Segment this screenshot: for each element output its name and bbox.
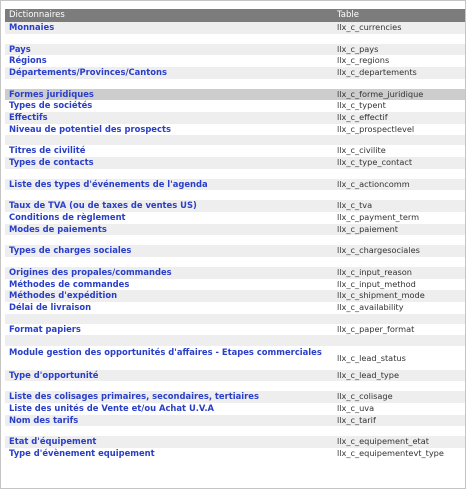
table-header [5, 9, 465, 22]
table-row [5, 279, 465, 291]
table-row [5, 100, 465, 112]
table-row [5, 22, 465, 34]
table-row [5, 200, 465, 212]
dictionary-link[interactable]: Type d'opportunité [9, 369, 99, 380]
separator-row [5, 135, 465, 145]
table-row [5, 391, 465, 403]
dictionary-link[interactable]: Régions [9, 55, 47, 66]
column-header-table: Table [337, 10, 359, 20]
dictionary-link[interactable]: Méthodes de commandes [9, 278, 130, 289]
dictionary-link[interactable]: Liste des colisages primaires, secondaires, tertiaires [9, 391, 259, 402]
table-row [5, 403, 465, 415]
table-row [5, 124, 465, 136]
dictionary-link[interactable]: Délai de livraison [9, 302, 92, 312]
separator-row [5, 381, 465, 391]
table-row [5, 415, 465, 427]
table-name: llx_c_currencies [337, 22, 402, 32]
table-name: llx_c_tarif [337, 414, 376, 425]
dictionary-link[interactable]: Pays [9, 43, 31, 54]
table-name: llx_c_lead_type [337, 369, 399, 380]
dictionary-list [5, 22, 465, 460]
dictionary-link[interactable]: Type d'évènement equipement [9, 447, 155, 458]
dictionary-link[interactable]: Effectifs [9, 111, 48, 122]
separator-row [5, 314, 465, 324]
table-row [5, 112, 465, 124]
table-row [5, 324, 465, 336]
table-name: llx_c_lead_status [337, 352, 406, 363]
table-row [5, 370, 465, 382]
table-row [5, 44, 465, 56]
table-name: llx_c_typent [337, 100, 386, 111]
table-row [5, 448, 465, 460]
table-name: llx_c_input_reason [337, 267, 412, 278]
table-name: llx_c_departements [337, 66, 417, 77]
table-name: llx_c_chargesociales [337, 245, 420, 256]
table-row [5, 212, 465, 224]
table-name: llx_c_equipement_etat [337, 436, 429, 447]
dictionary-link[interactable]: Module gestion des opportunités d'affaires - Etapes commerciales [9, 346, 322, 357]
dictionary-link[interactable]: Modes de paiements [9, 223, 107, 234]
dictionary-link[interactable]: Types de contacts [9, 156, 94, 167]
dictionary-link[interactable]: Format papiers [9, 323, 81, 334]
separator-row [5, 169, 465, 179]
dictionary-link[interactable]: Conditions de règlement [9, 212, 126, 223]
column-header-dictionaries: Dictionnaires [9, 10, 65, 20]
table-name: llx_c_type_contact [337, 156, 413, 167]
separator-row [5, 257, 465, 267]
table-row [5, 290, 465, 302]
dictionary-link[interactable]: Nom des tarifs [9, 414, 79, 425]
dictionary-link[interactable]: Taux de TVA (ou de taxes de ventes US) [9, 200, 197, 211]
dictionary-link[interactable]: Origines des propales/commandes [9, 267, 172, 278]
table-name: llx_c_prospectlevel [337, 123, 415, 134]
table-name: llx_c_effectif [337, 111, 388, 122]
table-row [5, 67, 465, 79]
table-name: llx_c_payment_term [337, 212, 420, 223]
dictionary-link[interactable]: Formes juridiques [9, 88, 94, 99]
separator-row [5, 335, 465, 345]
separator-row [5, 190, 465, 200]
table-name: llx_c_paper_format [337, 323, 415, 334]
table-row [5, 89, 465, 101]
dictionary-link[interactable]: Monnaies [9, 22, 55, 32]
table-name: llx_c_tva [337, 200, 373, 211]
table-name: llx_c_equipementevt_type [337, 447, 444, 458]
table-row [5, 346, 465, 370]
table-row [5, 245, 465, 257]
table-name: llx_c_civilite [337, 145, 386, 156]
table-row [5, 302, 465, 314]
table-name: llx_c_regions [337, 55, 390, 66]
dictionary-link[interactable]: Liste des unités de Vente et/ou Achat U.V.A [9, 402, 215, 413]
table-name: llx_c_colisage [337, 391, 393, 402]
dictionary-link[interactable]: Titres de civilité [9, 145, 86, 156]
table-row [5, 157, 465, 169]
dictionary-link[interactable]: Liste des types d'événements de l'agenda [9, 178, 208, 189]
separator-row [5, 34, 465, 44]
dictionary-link[interactable]: Types de charges sociales [9, 245, 132, 256]
table-name: llx_c_input_method [337, 278, 416, 289]
table-name: llx_c_actioncomm [337, 178, 410, 189]
table-name: llx_c_forme_juridique [337, 88, 424, 99]
table-name: llx_c_pays [337, 43, 379, 54]
table-row [5, 436, 465, 448]
dictionary-link[interactable]: Départements/Provinces/Cantons [9, 66, 167, 77]
table-row [5, 179, 465, 191]
table-name: llx_c_paiement [337, 223, 399, 234]
table-row [5, 267, 465, 279]
separator-row [5, 426, 465, 436]
separator-row [5, 235, 465, 245]
dictionary-link[interactable]: Etat d'équipement [9, 436, 97, 447]
table-row [5, 224, 465, 236]
table-row [5, 55, 465, 67]
table-name: llx_c_availability [337, 302, 404, 312]
separator-row [5, 79, 465, 89]
dictionary-link[interactable]: Méthodes d'expédition [9, 290, 118, 301]
table-name: llx_c_uva [337, 402, 375, 413]
table-name: llx_c_shipment_mode [337, 290, 425, 301]
dictionary-link[interactable]: Niveau de potentiel des prospects [9, 123, 171, 134]
table-row [5, 145, 465, 157]
dictionary-link[interactable]: Types de sociétés [9, 100, 93, 111]
